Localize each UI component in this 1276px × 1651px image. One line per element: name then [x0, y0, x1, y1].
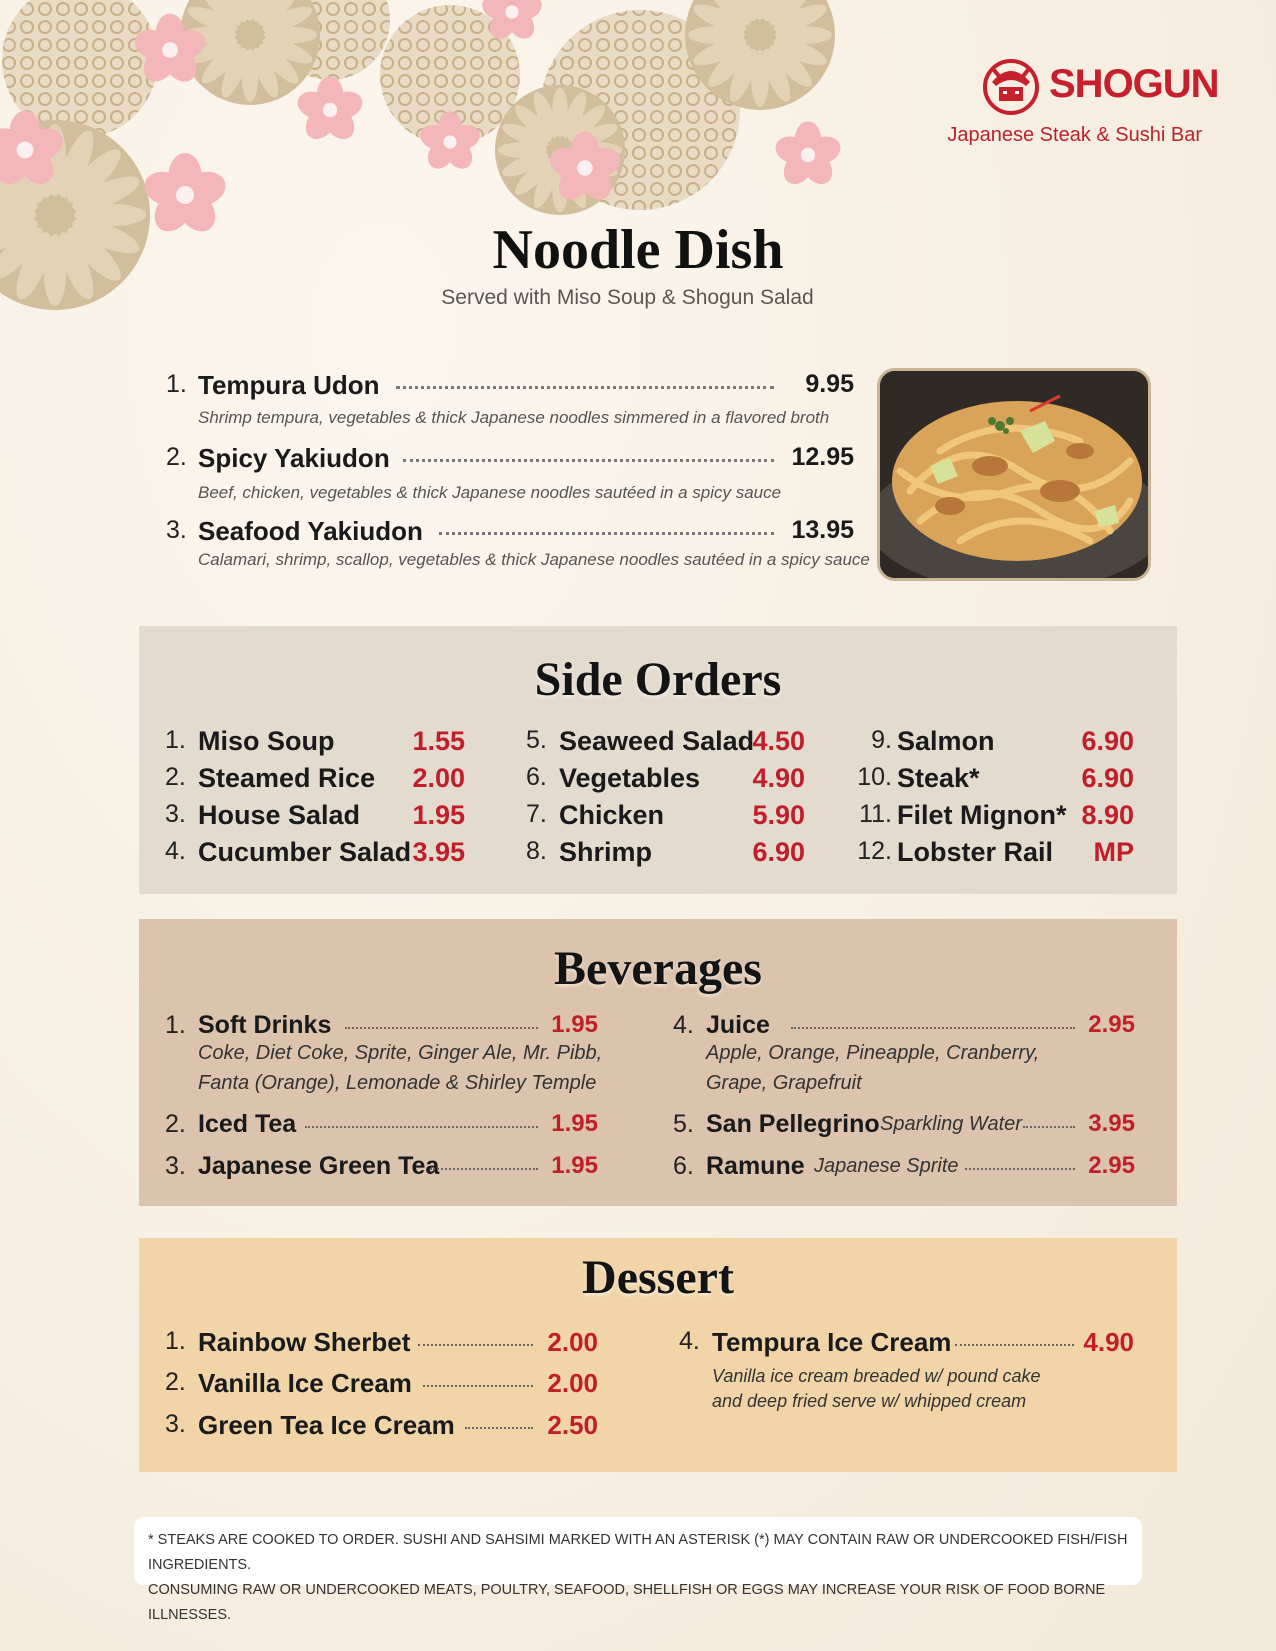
dot-leader: [396, 386, 774, 389]
item-number: 3.: [165, 1152, 186, 1180]
item-number: 1.: [166, 370, 187, 398]
item-name: Steak*: [897, 763, 980, 793]
item-price: 4.90: [752, 763, 805, 793]
item-description: Vanilla ice cream breaded w/ pound cake: [712, 1366, 1041, 1386]
item-number: 5.: [673, 1110, 694, 1138]
item-price: 12.95: [791, 443, 854, 471]
item-number: 6.: [526, 763, 547, 791]
item-name: Steamed Rice: [198, 763, 376, 793]
item-name: Ramune: [706, 1152, 805, 1180]
item-price: 2.95: [1088, 1152, 1135, 1179]
item-price: 4.50: [752, 726, 805, 756]
disclaimer-line: CONSUMING RAW OR UNDERCOOKED MEATS, POULTRY, SEAFOOD, SHELLFISH OR EGGS MAY INCREASE YOUR RISK OF FOOD BORNE ILLNESSES.: [148, 1582, 1106, 1623]
dot-leader: [345, 1027, 538, 1029]
menu-item: [526, 763, 805, 799]
menu-item: [165, 1410, 598, 1444]
item-price: 1.95: [551, 1110, 598, 1137]
item-number: 11.: [859, 800, 892, 828]
item-number: 1.: [165, 726, 186, 754]
menu-item: [165, 1011, 603, 1101]
item-price: 2.95: [1088, 1011, 1135, 1038]
disclaimer-line: * STEAKS ARE COOKED TO ORDER. SUSHI AND SAHSIMI MARKED WITH AN ASTERISK (*) MAY CONTAIN RAW OR UNDERCOOKED FISH/FISH INGREDIENTS.: [148, 1532, 1128, 1573]
dot-leader: [965, 1168, 1075, 1170]
item-price: 6.90: [1081, 763, 1134, 793]
item-number: 1.: [165, 1327, 186, 1355]
item-number: 10.: [857, 763, 892, 791]
item-name: Salmon: [897, 726, 995, 756]
item-name: Vanilla Ice Cream: [198, 1368, 412, 1398]
dot-leader: [465, 1427, 533, 1429]
item-name: Spicy Yakiudon: [198, 443, 390, 473]
item-description: Shrimp tempura, vegetables & thick Japanese noodles simmered in a flavored broth: [198, 408, 830, 427]
item-name: Japanese Green Tea: [198, 1152, 440, 1180]
dot-leader: [439, 532, 774, 535]
item-description: Beef, chicken, vegetables & thick Japanese noodles sautéed in a spicy sauce: [198, 483, 782, 502]
menu-item: [165, 1327, 598, 1361]
item-name: Seafood Yakiudon: [198, 516, 423, 546]
menu-item: [165, 1110, 598, 1144]
item-name: Green Tea Ice Cream: [198, 1410, 455, 1440]
menu-item: [526, 837, 805, 873]
item-number: 4.: [679, 1327, 700, 1355]
brand-name: SHOGUN: [1049, 62, 1219, 106]
item-name: Juice: [706, 1011, 770, 1039]
item-name: Tempura Ice Cream: [712, 1327, 952, 1357]
item-number: 6.: [673, 1152, 694, 1180]
item-price: 2.50: [547, 1410, 598, 1440]
food-safety-disclaimer: [134, 1517, 1142, 1623]
item-price: 4.90: [1083, 1327, 1134, 1357]
item-number: 4.: [165, 837, 186, 865]
menu-item: [166, 516, 870, 576]
item-price: MP: [1093, 837, 1134, 867]
menu-item: [165, 726, 465, 762]
item-name: Chicken: [559, 800, 665, 830]
item-number: 2.: [166, 443, 187, 471]
dessert-title: Dessert: [582, 1251, 734, 1304]
item-name: Lobster Rail: [897, 837, 1054, 867]
item-name: Vegetables: [559, 763, 701, 793]
menu-item: [166, 443, 854, 503]
item-number: 7.: [526, 800, 547, 828]
item-name: House Salad: [198, 800, 361, 830]
brand-tagline: Japanese Steak & Sushi Bar: [947, 124, 1202, 146]
dot-leader: [403, 459, 774, 462]
item-price: 3.95: [412, 837, 465, 867]
noodle-section-title: Noodle Dish: [492, 219, 784, 281]
menu-item: [673, 1110, 1135, 1144]
item-note: Japanese Sprite: [814, 1155, 959, 1177]
item-number: 3.: [166, 516, 187, 544]
item-name: Miso Soup: [198, 726, 335, 756]
item-number: 3.: [165, 1410, 186, 1438]
dot-leader: [423, 1385, 533, 1387]
side-orders-panel: [139, 626, 1177, 894]
dot-leader: [955, 1344, 1074, 1346]
item-name: San Pellegrino: [706, 1110, 880, 1138]
dot-leader: [791, 1027, 1075, 1029]
menu-item: [165, 1152, 598, 1186]
item-price: 1.95: [412, 800, 465, 830]
samurai-helmet-icon: [982, 58, 1040, 116]
dot-leader: [305, 1126, 538, 1128]
item-price: 5.90: [752, 800, 805, 830]
item-price: 13.95: [791, 516, 854, 544]
item-number: 9.: [871, 726, 892, 754]
noodle-photo: [877, 368, 1151, 581]
beverages-panel: [139, 919, 1177, 1206]
item-price: 8.90: [1081, 800, 1134, 830]
item-number: 1.: [165, 1011, 186, 1039]
item-number: 12.: [857, 837, 892, 865]
noodle-section-subtitle: Served with Miso Soup & Shogun Salad: [441, 286, 814, 309]
menu-item: [165, 763, 465, 799]
item-number: 2.: [165, 1110, 186, 1138]
item-name: Filet Mignon*: [897, 800, 1067, 830]
dessert-panel: [139, 1238, 1177, 1472]
item-price: 2.00: [547, 1327, 598, 1357]
menu-item: [165, 837, 465, 873]
item-number: 5.: [526, 726, 547, 754]
item-description: Coke, Diet Coke, Sprite, Ginger Ale, Mr. Pibb,: [198, 1042, 603, 1064]
item-name: Seaweed Salad: [559, 726, 755, 756]
item-name: Rainbow Sherbet: [198, 1327, 411, 1357]
item-price: 1.95: [551, 1152, 598, 1179]
item-price: 6.90: [1081, 726, 1134, 756]
menu-item: [673, 1152, 1135, 1186]
item-price: 1.95: [551, 1011, 598, 1038]
item-name: Shrimp: [559, 837, 653, 867]
menu-item: [166, 370, 854, 430]
menu-item: [855, 726, 1134, 762]
item-note: Sparkling Water: [880, 1113, 1022, 1135]
item-price: 3.95: [1088, 1110, 1135, 1137]
item-price: 9.95: [805, 370, 854, 398]
menu-item: [855, 763, 1134, 799]
menu-item: [855, 837, 1134, 873]
menu-item: [673, 1011, 1135, 1101]
item-description: Apple, Orange, Pineapple, Cranberry,: [706, 1042, 1040, 1064]
dot-leader: [430, 1168, 538, 1170]
item-name: Cucumber Salad: [198, 837, 412, 867]
menu-item: [165, 800, 465, 836]
item-price: 2.00: [412, 763, 465, 793]
item-price: 2.00: [547, 1368, 598, 1398]
item-description: Fanta (Orange), Lemonade & Shirley Temple: [198, 1072, 597, 1094]
menu-item: [526, 726, 805, 762]
item-name: Soft Drinks: [198, 1011, 332, 1039]
item-number: 2.: [165, 763, 186, 791]
dot-leader: [418, 1344, 533, 1346]
item-description: and deep fried serve w/ whipped cream: [712, 1391, 1027, 1411]
side-orders-title: Side Orders: [534, 653, 782, 706]
beverages-title: Beverages: [554, 942, 762, 995]
item-description: Calamari, shrimp, scallop, vegetables & thick Japanese noodles sautéed in a spicy sauce: [198, 550, 870, 569]
item-number: 4.: [673, 1011, 694, 1039]
menu-item: [679, 1327, 1134, 1417]
yakiudon-image: [880, 371, 1151, 581]
item-number: 8.: [526, 837, 547, 865]
dot-leader: [1023, 1126, 1075, 1128]
item-name: Tempura Udon: [198, 370, 380, 400]
item-price: 6.90: [752, 837, 805, 867]
menu-item: [855, 800, 1134, 836]
item-price: 1.55: [412, 726, 465, 756]
menu-item: [526, 800, 805, 836]
item-number: 3.: [165, 800, 186, 828]
item-name: Iced Tea: [198, 1110, 297, 1138]
item-number: 2.: [165, 1368, 186, 1396]
menu-item: [165, 1368, 598, 1402]
item-description: Grape, Grapefruit: [706, 1072, 862, 1094]
